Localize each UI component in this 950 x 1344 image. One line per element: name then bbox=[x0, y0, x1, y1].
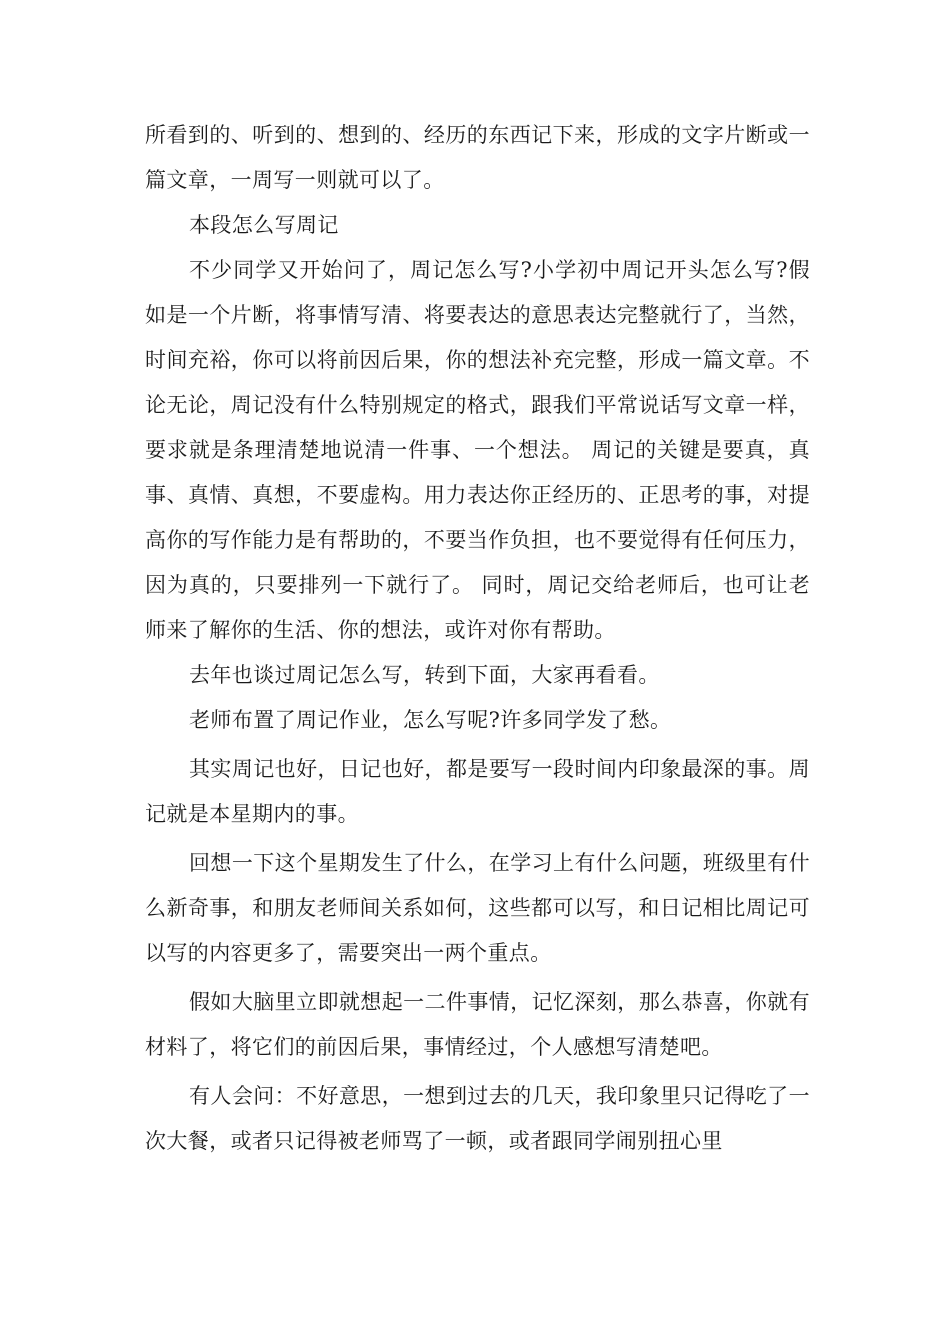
paragraph: 有人会问：不好意思，一想到过去的几天，我印象里只记得吃了一次大餐，或者只记得被老师骂了一顿，或者跟同学闹别扭心里 bbox=[145, 1084, 810, 1153]
paragraph: 不少同学又开始问了，周记怎么写?小学初中周记开头怎么写?假如是一个片断，将事情写清、将要表达的意思表达完整就行了，当然，时间充裕，你可以将前因后果，你的想法补充完整，形成一篇文章。不论无论，周记没有什么特别规定的格式，跟我们平常说话写文章一样，要求就是条理清楚地说清一件事、一个想法。 周记的关键是要真，真事、真情、真想，不要虚构。用力表达你正经历的、正思考的事，对提高你的写作能力是有帮助的，不要当作负担，也不要觉得有任何压力，因为真的，只要排列一下就行了。 同时，周记交给老师后，也可让老师来了解你的生活、你的想法，或许对你有帮助。 bbox=[145, 258, 810, 642]
paragraph: 去年也谈过周记怎么写，转到下面，大家再看看。 bbox=[189, 663, 660, 687]
paragraph: 回想一下这个星期发生了什么，在学习上有什么问题，班级里有什么新奇事，和朋友老师间关系如何，这些都可以写，和日记相比周记可以写的内容更多了，需要突出一两个重点。 bbox=[145, 851, 810, 965]
document-body bbox=[145, 113, 810, 1164]
section-heading: 本段怎么写周记 bbox=[189, 213, 339, 237]
paragraph: 假如大脑里立即就想起一二件事情，记忆深刻，那么恭喜，你就有材料了，将它们的前因后果，事情经过，个人感想写清楚吧。 bbox=[145, 990, 810, 1059]
paragraph: 老师布置了周记作业，怎么写呢?许多同学发了愁。 bbox=[189, 708, 672, 732]
paragraph-continued: 所看到的、听到的、想到的、经历的东西记下来，形成的文字片断或一篇文章，一周写一则就可以了。 bbox=[145, 123, 810, 192]
paragraph: 其实周记也好，日记也好，都是要写一段时间内印象最深的事。周记就是本星期内的事。 bbox=[145, 757, 810, 826]
